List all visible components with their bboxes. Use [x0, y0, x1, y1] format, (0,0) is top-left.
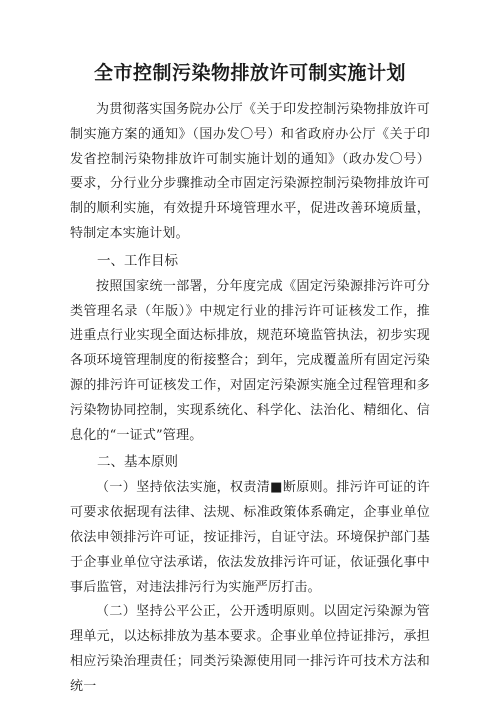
section-heading-principles: 二、基本原则 [97, 454, 178, 471]
document-title: 全市控制污染物排放许可制实施计划 [93, 62, 406, 84]
goals-paragraph: 按照国家统一部署，分年度完成《固定污染源排污许可分类管理名录（年版）》中规定行业的排污许可证核发工作，推进重点行业实现全面达标排放，规范环境监管执法，初步实现各项环境管理制度的衔接整合；到年，完成覆盖所有固定污染源的排污许可证核发工作，对固定污染源实施全过程管理和多污染物协同控制，实现系统化、科学化、法治化、精细化、信息化的“一证式”管理。 [70, 278, 430, 443]
principle-paragraph-1: （一）坚持依法实施，权责清■断原则。排污许可证的许可要求依据现有法律、法规、标准政策体系确定，企事业单位依法申领排污许可证，按证排污，自证守法。环境保护部门基于企事业单位守法承诺，依法发放排污许可证，依证强化事中事后监管，对违法排污行为实施严厉打击。 [70, 480, 430, 595]
section-heading-goals: 一、工作目标 [97, 252, 178, 269]
principle-paragraph-2: （二）坚持公平公正，公开透明原则。以固定污染源为管理单元，以达标排放为基本要求。企事业单位持证排污，承担相应污染治理责任；同类污染源使用同一排污许可技术方法和统一 [70, 604, 430, 694]
intro-paragraph: 为贯彻落实国务院办公厅《关于印发控制污染物排放许可制实施方案的通知》（国办发〇号）和省政府办公厅《关于印发省控制污染物排放许可制实施计划的通知》（政办发〇号）要求，分行业分步骤推动全市固定污染源控制污染物排放许可制的顺利实施，有效提升环境管理水平，促进改善环境质量，特制定本实施计划。 [70, 102, 430, 241]
